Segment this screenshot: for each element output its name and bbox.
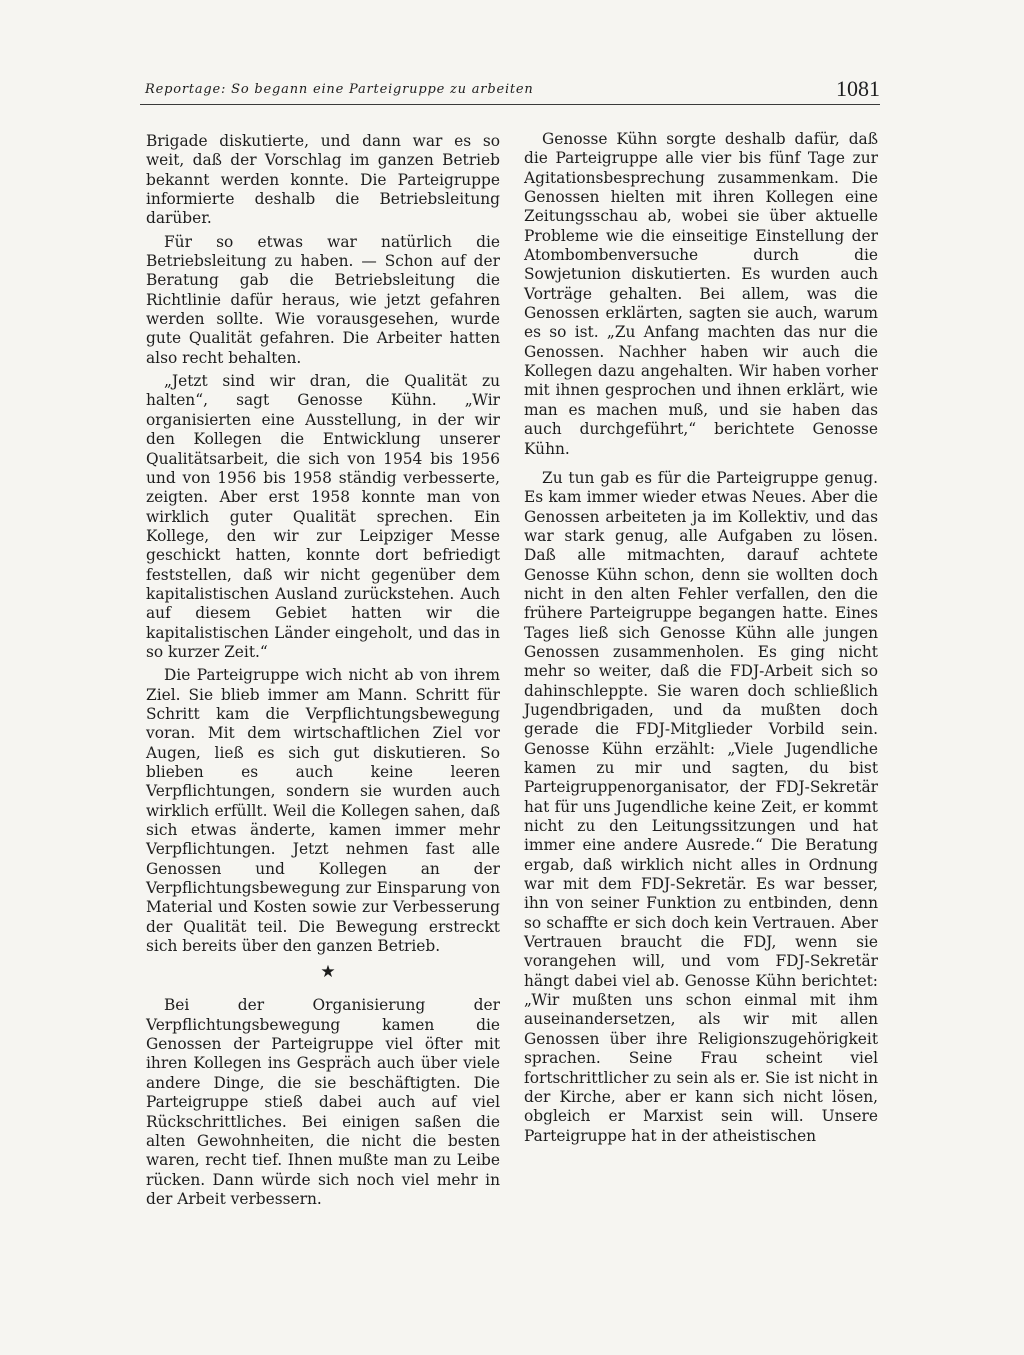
section-separator-star: ★ xyxy=(320,962,336,983)
left-column xyxy=(146,132,500,1209)
page-number: 1081 xyxy=(836,76,880,101)
paragraph: Für so etwas war natürlich die Betriebsleitung zu haben. — Schon auf der Beratung gab die Betriebsleitung die Richtlinie dafür heraus, wie jetzt gefahren werden sollte. Wie vorausgesehen, wurde gute Qualität gefahren. Die Arbeiter hatten also recht behalten. xyxy=(146,232,500,367)
paragraph: „Jetzt sind wir dran, die Qualität zu halten“, sagt Genosse Kühn. „Wir organisierten eine Ausstellung, in der wir den Kollegen die Entwicklung unserer Qualitätsarbeit, die sich von 1954 bis 1956 und von 1956 bis 1958 ständig verbesserte, zeigten. Aber erst 1958 konnte man von wirklich guter Qualität sprechen. Ein Kollege, den wir zur Leipziger Messe geschickt hatten, konnte dort befriedigt feststellen, daß wir nicht gegenüber dem kapitalistischen Ausland zurückstehen. Auch auf diesem Gebiet hatten wir die kapitalistischen Länder eingeholt, und das in so kurzer Zeit.“ xyxy=(146,372,500,661)
paragraph: Genosse Kühn sorgte deshalb dafür, daß die Parteigruppe alle vier bis fünf Tage zur Agitationsbesprechung zusammenkam. Die Genossen hielten mit ihren Kollegen eine Zeitungsschau ab, wobei sie über aktuelle Probleme wie die einseitige Einstellung der Atombombenversuche durch die Sowjetunion diskutierten. Es wurden auch Vorträge gehalten. Bei allem, was die Genossen erklärten, sagten sie auch, warum es so ist. „Zu Anfang machten das nur die Genossen. Nachher haben wir auch die Kollegen dazu angehalten. Wir haben vorher mit ihnen gesprochen und ihnen erklärt, wie man es machen muß, und sie haben das auch durchgeführt,“ berichtete Genosse Kühn. xyxy=(524,130,878,458)
paragraph: Zu tun gab es für die Parteigruppe genug. Es kam immer wieder etwas Neues. Aber die Genossen arbeiteten ja im Kollektiv, und das war stark genug, alle Aufgaben zu lösen. Daß alle mitmachten, darauf achtete Genosse Kühn schon, denn sie wollten doch nicht in den alten Fehler verfallen, den die frühere Parteigruppe begangen hatte. Eines Tages ließ sich Genosse Kühn alle jungen Genossen zusammenholen. Es ging nicht mehr so weiter, daß die FDJ-Arbeit sich so dahinschleppte. Sie waren doch schließlich Jugendbrigaden, und da mußten doch gerade die FDJ-Mitglieder Vorbild sein. Genosse Kühn erzählt: „Viele Jugendliche kamen zu mir und sagten, du bist Parteigruppenorganisator, der FDJ-Sekretär hat für uns Jugendliche keine Zeit, er kommt nicht zu den Leitungssitzungen und hat immer eine andere Ausrede.“ Die Beratung ergab, daß wirklich nicht alles in Ordnung war mit dem FDJ-Sekretär. Es war besser, ihn von seiner Funktion zu entbinden, denn so schaffte er sich doch kein Vertrauen. Aber Vertrauen braucht die FDJ, wenn sie vorangehen will, und vom FDJ-Sekretär hängt dabei viel ab. Genosse Kühn berichtet: „Wir mußten uns schon einmal mit ihm auseinandersetzen, als wir mit allen Genossen über ihre Religionszugehörigkeit sprachen. Seine Frau scheint viel fortschrittlicher zu sein als er. Sie ist nicht in der Kirche, aber er kann sich nicht lösen, obgleich er Marxist sein will. Unsere Parteigruppe hat in der atheistischen xyxy=(524,468,878,1145)
running-head-title: Reportage: So begann eine Parteigruppe zu arbeiten xyxy=(145,82,534,97)
running-header xyxy=(145,74,880,104)
paragraph: Bei der Organisierung der Verpflichtungsbewegung kamen die Genossen der Parteigruppe viel öfter mit ihren Kollegen ins Gespräch auch über viele andere Dinge, die sie beschäftigten. Die Parteigruppe stieß dabei auch auf viel Rückschrittliches. Bei einigen saßen die alten Gewohnheiten, die nicht die besten waren, recht tief. Ihnen mußte man zu Leibe rücken. Dann würde sich noch viel mehr in der Arbeit verbessern. xyxy=(146,996,500,1208)
paragraph: Brigade diskutierte, und dann war es so weit, daß der Vorschlag im ganzen Betrieb bekannt werden konnte. Die Parteigruppe informierte deshalb die Betriebsleitung darüber. xyxy=(146,132,500,228)
header-rule xyxy=(140,104,880,105)
right-column xyxy=(524,130,878,1146)
paragraph: Die Parteigruppe wich nicht ab von ihrem Ziel. Sie blieb immer am Mann. Schritt für Schritt kam die Verpflichtungsbewegung voran. Mit dem wirtschaftlichen Ziel vor Augen, ließ es sich gut diskutieren. So blieben es auch keine leeren Verpflichtungen, sondern sie wurden auch wirklich erfüllt. Weil die Kollegen sahen, daß sich etwas änderte, kamen immer mehr Verpflichtungen. Jetzt nehmen fast alle Genossen und Kollegen an der Verpflichtungsbewegung zur Einsparung von Material und Kosten sowie zur Verbesserung der Qualität teil. Die Bewegung erstreckt sich bereits über den ganzen Betrieb. xyxy=(146,666,500,956)
